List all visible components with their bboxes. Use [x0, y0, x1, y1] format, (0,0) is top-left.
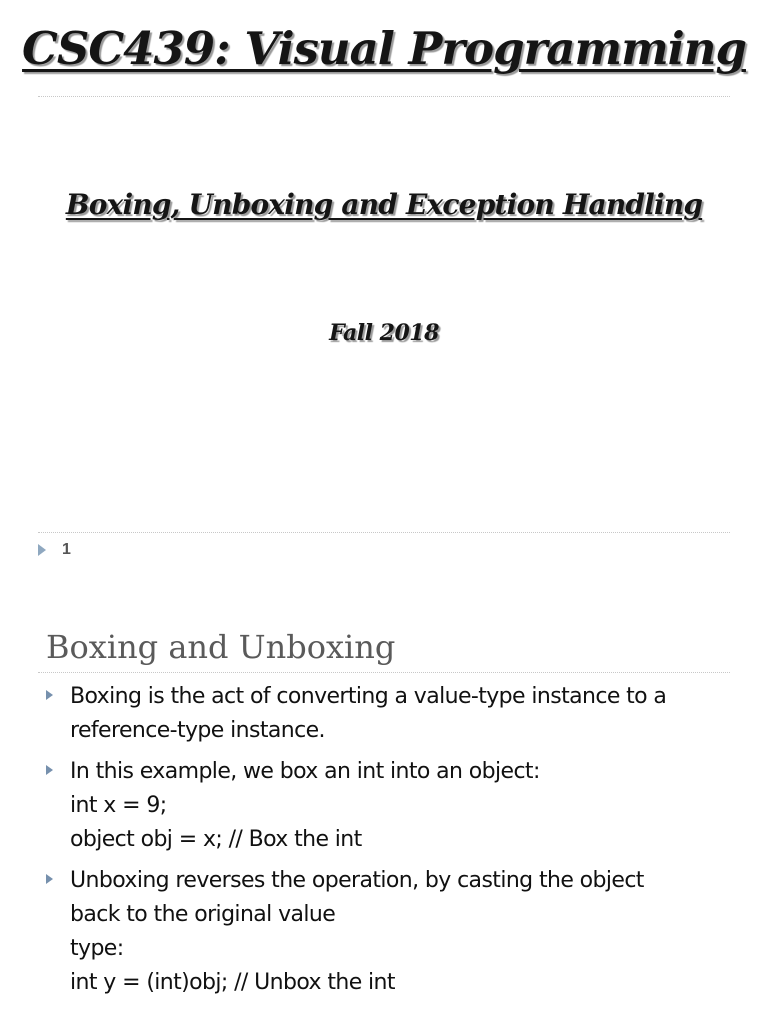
bullet-line: Boxing is the act of converting a value-type instance to a: [70, 684, 667, 709]
page-number: 1: [62, 541, 71, 558]
bullet-line: reference-type instance.: [70, 718, 325, 743]
bullet-line: Unboxing reverses the operation, by casting the object: [70, 868, 644, 893]
title-divider: [38, 672, 730, 673]
course-title: CSC439: Visual Programming: [22, 22, 746, 75]
content-slide: [0, 576, 768, 1024]
slide-footer: [38, 539, 71, 561]
bullet-line: back to the original value: [70, 902, 336, 927]
triangle-bullet-icon: [46, 874, 53, 884]
bullet-line: type:: [70, 936, 124, 961]
triangle-bullet-icon: [46, 765, 53, 775]
bullet-line: In this example, we box an int into an object:: [70, 759, 540, 784]
title-divider: [38, 96, 730, 97]
bullet-item: [46, 864, 726, 1000]
bullet-item: [46, 755, 726, 857]
triangle-bullet-icon: [46, 690, 53, 700]
lecture-subtitle: Boxing, Unboxing and Exception Handling: [65, 188, 703, 221]
slide-title: Boxing and Unboxing: [46, 628, 396, 666]
triangle-bullet-icon: [38, 544, 46, 556]
bullet-item: [46, 680, 726, 748]
bullet-list: [46, 680, 726, 1007]
footer-divider: [38, 532, 730, 533]
term-label: Fall 2018: [329, 320, 439, 346]
code-line: int x = 9;: [70, 793, 167, 818]
code-line: int y = (int)obj; // Unbox the int: [70, 970, 395, 995]
code-line: object obj = x; // Box the int: [70, 827, 362, 852]
